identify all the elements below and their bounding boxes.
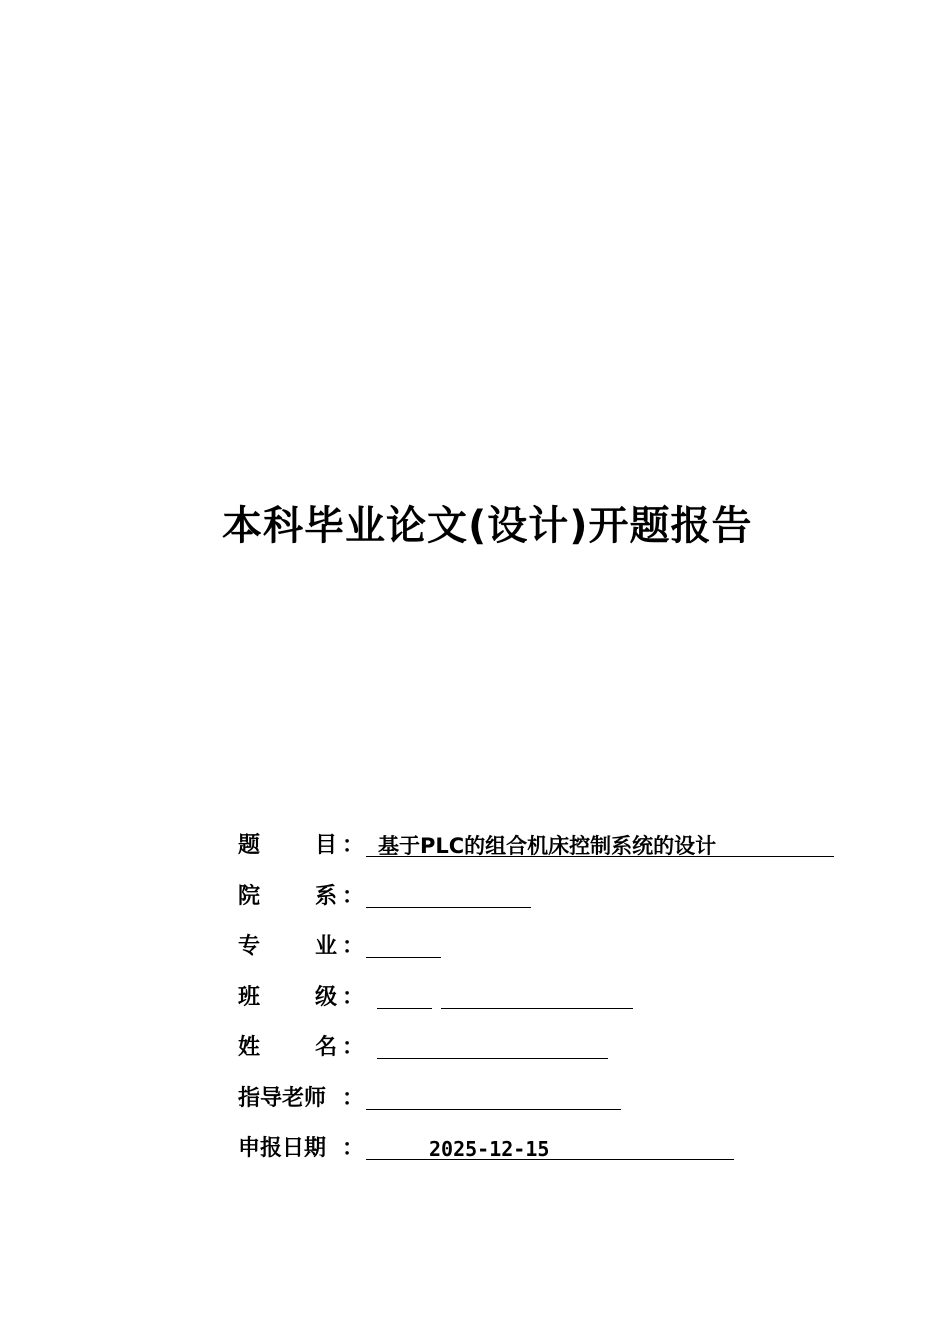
class-label-char-2: 级 [315, 984, 338, 1010]
class-field[interactable] [441, 978, 633, 1018]
date-row [238, 1129, 878, 1180]
class-underline-2 [441, 1008, 633, 1009]
page-title: 本科毕业论文(设计)开题报告 [222, 503, 753, 549]
advisor-colon: ： [342, 1085, 365, 1111]
topic-field[interactable] [366, 826, 834, 866]
department-colon: ： [342, 883, 365, 909]
class-colon: ： [342, 984, 365, 1010]
major-field[interactable] [366, 927, 441, 967]
date-field[interactable] [366, 1129, 734, 1169]
name-colon: ： [342, 1035, 365, 1060]
date-underline [366, 1159, 734, 1160]
class-label-char-1: 班 [238, 984, 261, 1010]
name-field[interactable] [377, 1028, 608, 1068]
class-row [238, 978, 878, 1029]
major-row [238, 927, 878, 978]
department-row [238, 877, 878, 928]
department-field[interactable] [366, 877, 531, 917]
date-label: 申报日期 [238, 1136, 327, 1161]
department-label-char-2: 系 [315, 883, 338, 909]
name-label-char-1: 姓 [238, 1035, 261, 1060]
topic-value: 基于PLC的组合机床控制系统的设计 [378, 834, 717, 858]
name-label-char-2: 名 [315, 1035, 338, 1060]
class-field-part-1[interactable] [377, 978, 432, 1018]
topic-label-char-2: 目 [315, 833, 338, 858]
date-colon: ： [342, 1136, 365, 1161]
topic-label-char-1: 题 [238, 833, 261, 858]
major-label-char-2: 业 [315, 934, 338, 959]
advisor-label: 指导老师 [238, 1085, 327, 1111]
major-underline [366, 957, 441, 958]
name-row [238, 1028, 878, 1079]
topic-row [238, 826, 878, 877]
advisor-row [238, 1079, 878, 1130]
department-underline [366, 907, 531, 908]
department-label-char-1: 院 [238, 883, 261, 909]
cover-form [238, 826, 878, 1180]
advisor-field[interactable] [366, 1079, 621, 1119]
name-underline [377, 1058, 608, 1059]
date-value: 2025-12-15 [429, 1137, 550, 1161]
major-colon: ： [342, 934, 365, 959]
topic-colon: ： [342, 833, 365, 858]
major-label-char-1: 专 [238, 934, 261, 959]
advisor-underline [366, 1109, 621, 1110]
class-underline-1 [377, 1008, 432, 1009]
